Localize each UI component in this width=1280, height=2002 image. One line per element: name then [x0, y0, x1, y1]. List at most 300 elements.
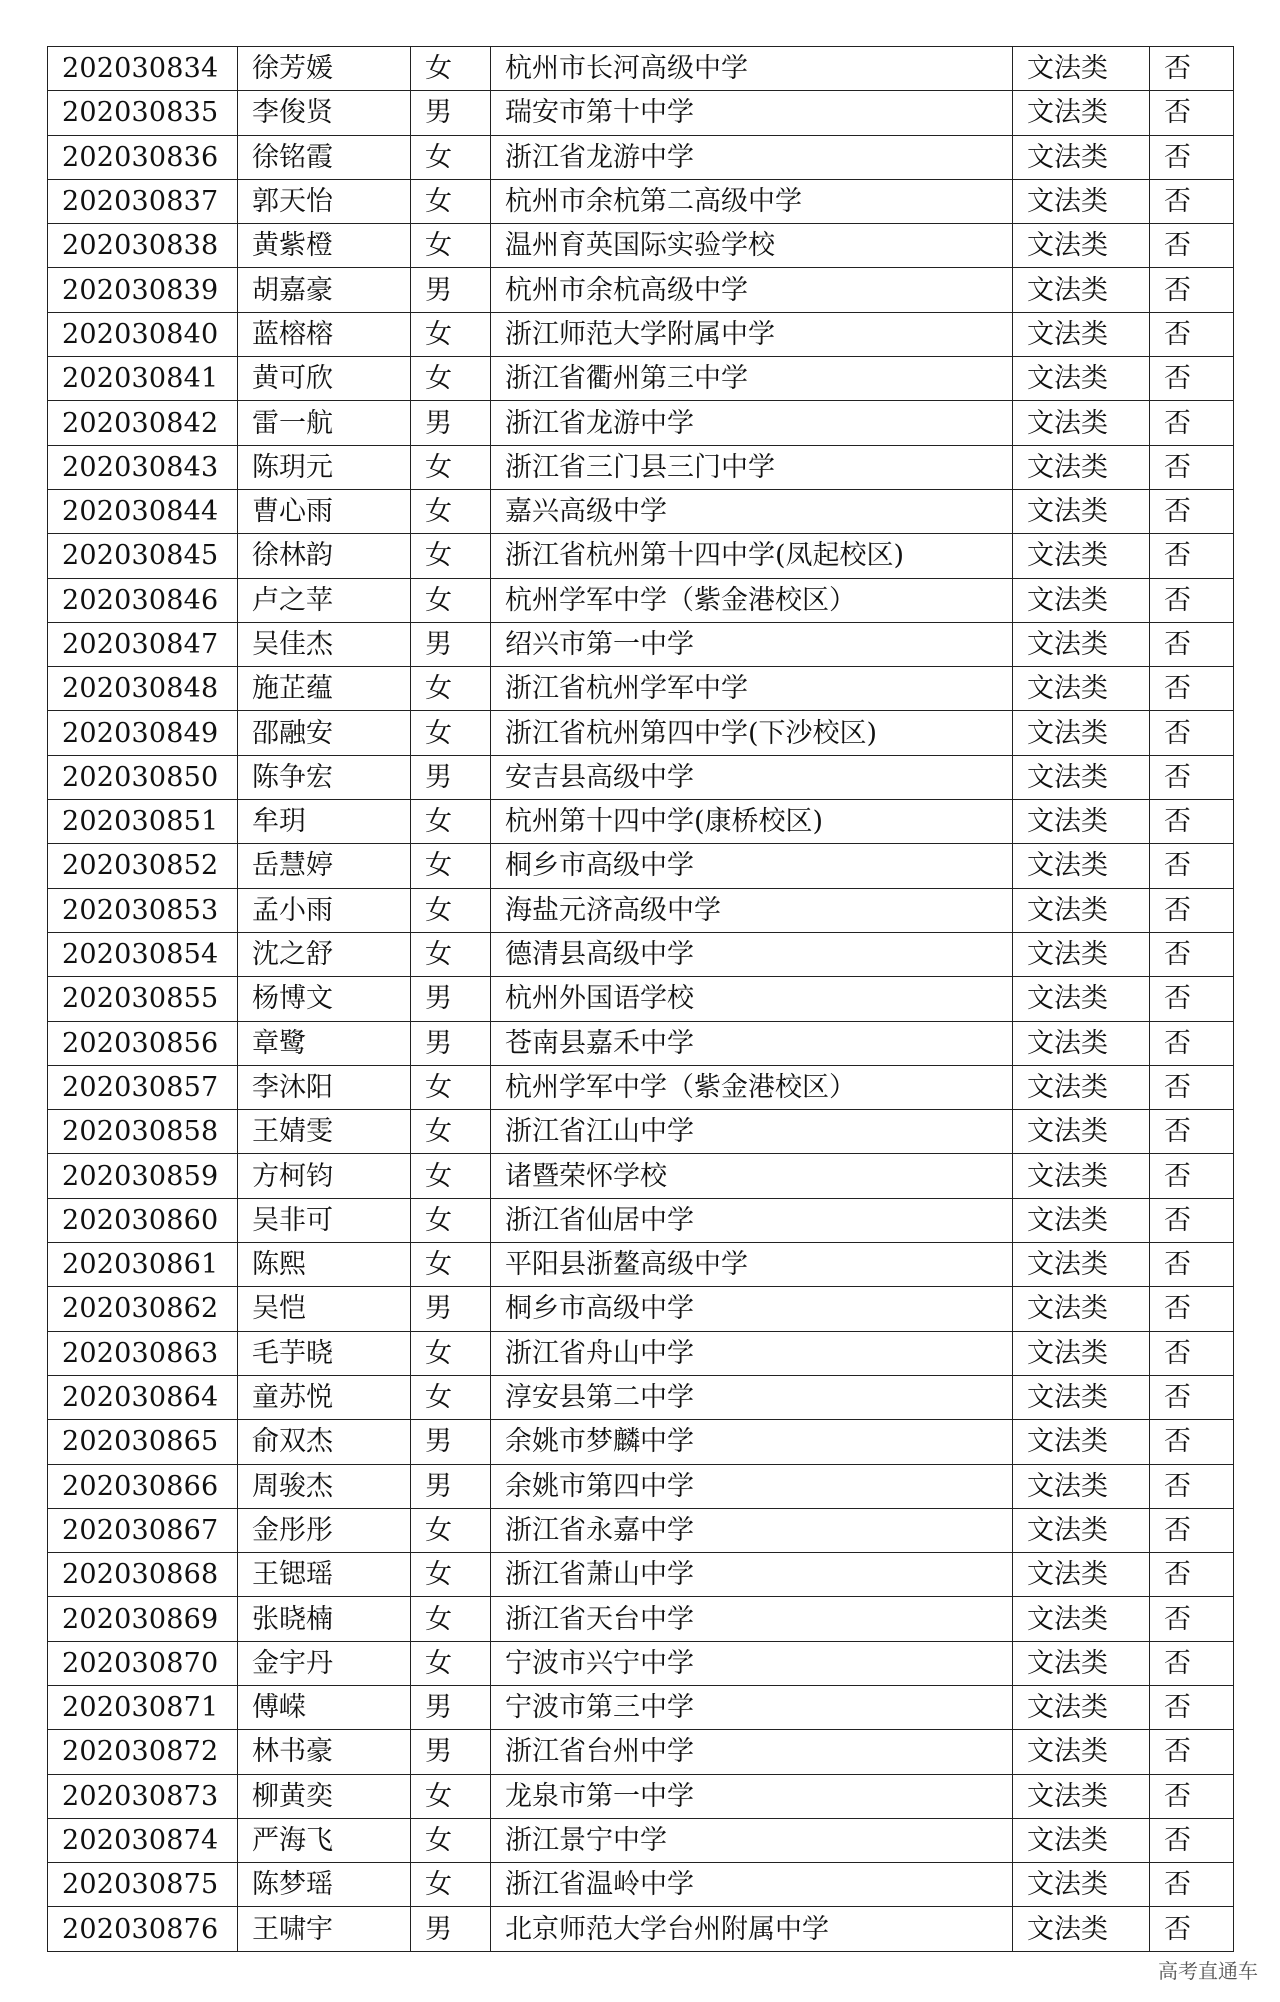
student-name-cell: 吴恺: [238, 1287, 411, 1331]
category-cell: 文法类: [1013, 1287, 1150, 1331]
table-row: [48, 179, 1234, 223]
gender-cell: 男: [411, 1685, 491, 1729]
table-row: [48, 1021, 1234, 1065]
student-id-cell: 202030841: [48, 357, 238, 401]
category-cell: 文法类: [1013, 534, 1150, 578]
table-row: [48, 445, 1234, 489]
table-row: [48, 312, 1234, 356]
watermark-text: 高考直通车: [1158, 1959, 1258, 1983]
flag-cell: 否: [1150, 224, 1234, 268]
table-row: [48, 888, 1234, 932]
gender-cell: 男: [411, 1730, 491, 1774]
flag-cell: 否: [1150, 1375, 1234, 1419]
category-cell: 文法类: [1013, 667, 1150, 711]
student-id-cell: 202030866: [48, 1464, 238, 1508]
category-cell: 文法类: [1013, 1198, 1150, 1242]
table-row: [48, 977, 1234, 1021]
school-cell: 龙泉市第一中学: [491, 1774, 1013, 1818]
table-row: [48, 534, 1234, 578]
student-id-cell: 202030851: [48, 800, 238, 844]
gender-cell: 女: [411, 1198, 491, 1242]
flag-cell: 否: [1150, 1553, 1234, 1597]
gender-cell: 女: [411, 1553, 491, 1597]
category-cell: 文法类: [1013, 1154, 1150, 1198]
flag-cell: 否: [1150, 1110, 1234, 1154]
student-id-cell: 202030861: [48, 1243, 238, 1287]
school-cell: 平阳县浙鳌高级中学: [491, 1243, 1013, 1287]
student-id-cell: 202030848: [48, 667, 238, 711]
student-name-cell: 方柯钧: [238, 1154, 411, 1198]
category-cell: 文法类: [1013, 1907, 1150, 1951]
student-name-cell: 李俊贤: [238, 91, 411, 135]
table-row: [48, 1774, 1234, 1818]
flag-cell: 否: [1150, 1065, 1234, 1109]
category-cell: 文法类: [1013, 1774, 1150, 1818]
student-name-cell: 邵融安: [238, 711, 411, 755]
school-cell: 浙江省台州中学: [491, 1730, 1013, 1774]
gender-cell: 女: [411, 1597, 491, 1641]
student-name-cell: 周骏杰: [238, 1464, 411, 1508]
flag-cell: 否: [1150, 135, 1234, 179]
category-cell: 文法类: [1013, 1375, 1150, 1419]
category-cell: 文法类: [1013, 977, 1150, 1021]
flag-cell: 否: [1150, 1863, 1234, 1907]
category-cell: 文法类: [1013, 1110, 1150, 1154]
gender-cell: 女: [411, 711, 491, 755]
gender-cell: 女: [411, 844, 491, 888]
category-cell: 文法类: [1013, 135, 1150, 179]
school-cell: 桐乡市高级中学: [491, 844, 1013, 888]
flag-cell: 否: [1150, 489, 1234, 533]
school-cell: 绍兴市第一中学: [491, 622, 1013, 666]
school-cell: 浙江省衢州第三中学: [491, 357, 1013, 401]
student-name-cell: 柳黄奕: [238, 1774, 411, 1818]
category-cell: 文法类: [1013, 1243, 1150, 1287]
student-name-cell: 陈玥元: [238, 445, 411, 489]
student-name-cell: 王锶瑶: [238, 1553, 411, 1597]
flag-cell: 否: [1150, 1730, 1234, 1774]
student-name-cell: 牟玥: [238, 800, 411, 844]
gender-cell: 女: [411, 312, 491, 356]
student-name-cell: 杨博文: [238, 977, 411, 1021]
student-id-cell: 202030873: [48, 1774, 238, 1818]
category-cell: 文法类: [1013, 1420, 1150, 1464]
gender-cell: 女: [411, 1375, 491, 1419]
gender-cell: 男: [411, 1021, 491, 1065]
student-id-cell: 202030846: [48, 578, 238, 622]
student-id-cell: 202030842: [48, 401, 238, 445]
student-name-cell: 雷一航: [238, 401, 411, 445]
flag-cell: 否: [1150, 1464, 1234, 1508]
student-id-cell: 202030840: [48, 312, 238, 356]
category-cell: 文法类: [1013, 1597, 1150, 1641]
gender-cell: 女: [411, 47, 491, 91]
table-row: [48, 91, 1234, 135]
category-cell: 文法类: [1013, 312, 1150, 356]
student-id-cell: 202030850: [48, 755, 238, 799]
category-cell: 文法类: [1013, 755, 1150, 799]
student-name-cell: 徐林韵: [238, 534, 411, 578]
category-cell: 文法类: [1013, 1331, 1150, 1375]
student-name-cell: 郭天怡: [238, 179, 411, 223]
table-row: [48, 1818, 1234, 1862]
school-cell: 瑞安市第十中学: [491, 91, 1013, 135]
flag-cell: 否: [1150, 268, 1234, 312]
school-cell: 杭州市长河高级中学: [491, 47, 1013, 91]
category-cell: 文法类: [1013, 91, 1150, 135]
student-id-cell: 202030857: [48, 1065, 238, 1109]
flag-cell: 否: [1150, 401, 1234, 445]
school-cell: 浙江省永嘉中学: [491, 1508, 1013, 1552]
student-id-cell: 202030863: [48, 1331, 238, 1375]
student-name-cell: 毛芋晓: [238, 1331, 411, 1375]
flag-cell: 否: [1150, 1198, 1234, 1242]
student-id-cell: 202030872: [48, 1730, 238, 1774]
table-row: [48, 1597, 1234, 1641]
school-cell: 宁波市兴宁中学: [491, 1641, 1013, 1685]
gender-cell: 女: [411, 179, 491, 223]
student-id-cell: 202030839: [48, 268, 238, 312]
table-row: [48, 1243, 1234, 1287]
flag-cell: 否: [1150, 445, 1234, 489]
school-cell: 温州育英国际实验学校: [491, 224, 1013, 268]
table-row: [48, 1641, 1234, 1685]
student-id-cell: 202030838: [48, 224, 238, 268]
table-row: [48, 268, 1234, 312]
table-row: [48, 135, 1234, 179]
table-row: [48, 578, 1234, 622]
student-name-cell: 黄可欣: [238, 357, 411, 401]
school-cell: 杭州学军中学（紫金港校区）: [491, 578, 1013, 622]
table-row: [48, 224, 1234, 268]
gender-cell: 女: [411, 224, 491, 268]
category-cell: 文法类: [1013, 1863, 1150, 1907]
gender-cell: 女: [411, 445, 491, 489]
flag-cell: 否: [1150, 667, 1234, 711]
student-id-cell: 202030849: [48, 711, 238, 755]
flag-cell: 否: [1150, 755, 1234, 799]
school-cell: 苍南县嘉禾中学: [491, 1021, 1013, 1065]
category-cell: 文法类: [1013, 888, 1150, 932]
school-cell: 杭州学军中学（紫金港校区）: [491, 1065, 1013, 1109]
student-id-cell: 202030843: [48, 445, 238, 489]
gender-cell: 女: [411, 135, 491, 179]
student-name-cell: 王啸宇: [238, 1907, 411, 1951]
student-id-cell: 202030865: [48, 1420, 238, 1464]
flag-cell: 否: [1150, 578, 1234, 622]
student-id-cell: 202030835: [48, 91, 238, 135]
flag-cell: 否: [1150, 1331, 1234, 1375]
table-row: [48, 1420, 1234, 1464]
student-name-cell: 李沐阳: [238, 1065, 411, 1109]
flag-cell: 否: [1150, 1021, 1234, 1065]
student-name-cell: 陈梦瑶: [238, 1863, 411, 1907]
flag-cell: 否: [1150, 1641, 1234, 1685]
student-id-cell: 202030836: [48, 135, 238, 179]
table-row: [48, 47, 1234, 91]
category-cell: 文法类: [1013, 47, 1150, 91]
table-row: [48, 711, 1234, 755]
student-name-cell: 金彤彤: [238, 1508, 411, 1552]
table-row: [48, 755, 1234, 799]
flag-cell: 否: [1150, 312, 1234, 356]
student-id-cell: 202030876: [48, 1907, 238, 1951]
student-id-cell: 202030837: [48, 179, 238, 223]
category-cell: 文法类: [1013, 800, 1150, 844]
student-id-cell: 202030834: [48, 47, 238, 91]
gender-cell: 男: [411, 622, 491, 666]
school-cell: 余姚市梦麟中学: [491, 1420, 1013, 1464]
table-row: [48, 1375, 1234, 1419]
category-cell: 文法类: [1013, 1641, 1150, 1685]
student-name-cell: 金宇丹: [238, 1641, 411, 1685]
gender-cell: 女: [411, 1774, 491, 1818]
table-row: [48, 1553, 1234, 1597]
student-id-cell: 202030855: [48, 977, 238, 1021]
category-cell: 文法类: [1013, 1464, 1150, 1508]
table-row: [48, 1863, 1234, 1907]
flag-cell: 否: [1150, 1243, 1234, 1287]
gender-cell: 男: [411, 1907, 491, 1951]
table-row: [48, 1198, 1234, 1242]
gender-cell: 男: [411, 1287, 491, 1331]
table-row: [48, 844, 1234, 888]
gender-cell: 女: [411, 578, 491, 622]
flag-cell: 否: [1150, 534, 1234, 578]
student-name-cell: 蓝榕榕: [238, 312, 411, 356]
student-id-cell: 202030869: [48, 1597, 238, 1641]
flag-cell: 否: [1150, 1907, 1234, 1951]
category-cell: 文法类: [1013, 224, 1150, 268]
gender-cell: 女: [411, 888, 491, 932]
flag-cell: 否: [1150, 800, 1234, 844]
table-row: [48, 667, 1234, 711]
school-cell: 余姚市第四中学: [491, 1464, 1013, 1508]
category-cell: 文法类: [1013, 268, 1150, 312]
table-row: [48, 800, 1234, 844]
table-row: [48, 1508, 1234, 1552]
school-cell: 北京师范大学台州附属中学: [491, 1907, 1013, 1951]
student-name-cell: 张晓楠: [238, 1597, 411, 1641]
table-row: [48, 1907, 1234, 1951]
student-id-cell: 202030867: [48, 1508, 238, 1552]
table-row: [48, 1154, 1234, 1198]
table-row: [48, 622, 1234, 666]
category-cell: 文法类: [1013, 622, 1150, 666]
school-cell: 浙江景宁中学: [491, 1818, 1013, 1862]
school-cell: 海盐元济高级中学: [491, 888, 1013, 932]
gender-cell: 女: [411, 534, 491, 578]
gender-cell: 女: [411, 1818, 491, 1862]
student-id-cell: 202030874: [48, 1818, 238, 1862]
student-name-cell: 俞双杰: [238, 1420, 411, 1464]
student-name-cell: 童苏悦: [238, 1375, 411, 1419]
category-cell: 文法类: [1013, 932, 1150, 976]
student-name-cell: 施芷蕴: [238, 667, 411, 711]
table-row: [48, 932, 1234, 976]
student-id-cell: 202030860: [48, 1198, 238, 1242]
table-row: [48, 1730, 1234, 1774]
student-name-cell: 陈争宏: [238, 755, 411, 799]
gender-cell: 女: [411, 1243, 491, 1287]
gender-cell: 男: [411, 755, 491, 799]
gender-cell: 男: [411, 268, 491, 312]
student-id-cell: 202030864: [48, 1375, 238, 1419]
school-cell: 浙江省杭州第四中学(下沙校区): [491, 711, 1013, 755]
school-cell: 浙江省杭州第十四中学(凤起校区): [491, 534, 1013, 578]
student-name-cell: 吴非可: [238, 1198, 411, 1242]
table-row: [48, 401, 1234, 445]
gender-cell: 女: [411, 932, 491, 976]
category-cell: 文法类: [1013, 179, 1150, 223]
student-name-cell: 傅嵘: [238, 1685, 411, 1729]
student-name-cell: 林书豪: [238, 1730, 411, 1774]
school-cell: 杭州市余杭高级中学: [491, 268, 1013, 312]
school-cell: 浙江省仙居中学: [491, 1198, 1013, 1242]
student-name-cell: 吴佳杰: [238, 622, 411, 666]
student-name-cell: 徐芳媛: [238, 47, 411, 91]
school-cell: 淳安县第二中学: [491, 1375, 1013, 1419]
flag-cell: 否: [1150, 1597, 1234, 1641]
flag-cell: 否: [1150, 91, 1234, 135]
flag-cell: 否: [1150, 179, 1234, 223]
school-cell: 杭州市余杭第二高级中学: [491, 179, 1013, 223]
student-id-cell: 202030844: [48, 489, 238, 533]
gender-cell: 女: [411, 1110, 491, 1154]
school-cell: 嘉兴高级中学: [491, 489, 1013, 533]
school-cell: 德清县高级中学: [491, 932, 1013, 976]
student-name-cell: 严海飞: [238, 1818, 411, 1862]
student-name-cell: 岳慧婷: [238, 844, 411, 888]
student-name-cell: 胡嘉豪: [238, 268, 411, 312]
student-id-cell: 202030859: [48, 1154, 238, 1198]
category-cell: 文法类: [1013, 1508, 1150, 1552]
school-cell: 浙江省龙游中学: [491, 135, 1013, 179]
category-cell: 文法类: [1013, 401, 1150, 445]
flag-cell: 否: [1150, 47, 1234, 91]
flag-cell: 否: [1150, 1420, 1234, 1464]
gender-cell: 女: [411, 800, 491, 844]
school-cell: 浙江省龙游中学: [491, 401, 1013, 445]
student-name-cell: 章鹭: [238, 1021, 411, 1065]
category-cell: 文法类: [1013, 1021, 1150, 1065]
student-name-cell: 徐铭霞: [238, 135, 411, 179]
flag-cell: 否: [1150, 1154, 1234, 1198]
table-row: [48, 1685, 1234, 1729]
school-cell: 杭州外国语学校: [491, 977, 1013, 1021]
flag-cell: 否: [1150, 711, 1234, 755]
category-cell: 文法类: [1013, 1065, 1150, 1109]
gender-cell: 男: [411, 1420, 491, 1464]
student-name-cell: 黄紫橙: [238, 224, 411, 268]
student-id-cell: 202030870: [48, 1641, 238, 1685]
flag-cell: 否: [1150, 1508, 1234, 1552]
gender-cell: 女: [411, 1508, 491, 1552]
flag-cell: 否: [1150, 1818, 1234, 1862]
school-cell: 浙江省杭州学军中学: [491, 667, 1013, 711]
category-cell: 文法类: [1013, 1553, 1150, 1597]
flag-cell: 否: [1150, 844, 1234, 888]
school-cell: 诸暨荣怀学校: [491, 1154, 1013, 1198]
school-cell: 浙江省天台中学: [491, 1597, 1013, 1641]
flag-cell: 否: [1150, 1287, 1234, 1331]
gender-cell: 女: [411, 1863, 491, 1907]
student-id-cell: 202030845: [48, 534, 238, 578]
gender-cell: 男: [411, 91, 491, 135]
student-name-cell: 孟小雨: [238, 888, 411, 932]
gender-cell: 女: [411, 1641, 491, 1685]
student-name-cell: 沈之舒: [238, 932, 411, 976]
roster-sheet: [47, 46, 1233, 1952]
student-name-cell: 曹心雨: [238, 489, 411, 533]
flag-cell: 否: [1150, 932, 1234, 976]
student-name-cell: 王婧雯: [238, 1110, 411, 1154]
table-row: [48, 1331, 1234, 1375]
gender-cell: 女: [411, 667, 491, 711]
flag-cell: 否: [1150, 357, 1234, 401]
student-id-cell: 202030854: [48, 932, 238, 976]
gender-cell: 男: [411, 977, 491, 1021]
student-id-cell: 202030868: [48, 1553, 238, 1597]
school-cell: 浙江师范大学附属中学: [491, 312, 1013, 356]
student-name-cell: 卢之苹: [238, 578, 411, 622]
student-id-cell: 202030847: [48, 622, 238, 666]
school-cell: 宁波市第三中学: [491, 1685, 1013, 1729]
category-cell: 文法类: [1013, 357, 1150, 401]
flag-cell: 否: [1150, 622, 1234, 666]
school-cell: 浙江省温岭中学: [491, 1863, 1013, 1907]
gender-cell: 女: [411, 1065, 491, 1109]
school-cell: 浙江省三门县三门中学: [491, 445, 1013, 489]
category-cell: 文法类: [1013, 1730, 1150, 1774]
student-id-cell: 202030852: [48, 844, 238, 888]
gender-cell: 女: [411, 1154, 491, 1198]
school-cell: 桐乡市高级中学: [491, 1287, 1013, 1331]
student-id-cell: 202030858: [48, 1110, 238, 1154]
table-row: [48, 1065, 1234, 1109]
student-name-cell: 陈熙: [238, 1243, 411, 1287]
category-cell: 文法类: [1013, 445, 1150, 489]
table-row: [48, 1287, 1234, 1331]
flag-cell: 否: [1150, 888, 1234, 932]
flag-cell: 否: [1150, 1685, 1234, 1729]
category-cell: 文法类: [1013, 489, 1150, 533]
school-cell: 安吉县高级中学: [491, 755, 1013, 799]
student-id-cell: 202030862: [48, 1287, 238, 1331]
category-cell: 文法类: [1013, 844, 1150, 888]
gender-cell: 女: [411, 489, 491, 533]
category-cell: 文法类: [1013, 578, 1150, 622]
school-cell: 浙江省萧山中学: [491, 1553, 1013, 1597]
student-id-cell: 202030871: [48, 1685, 238, 1729]
gender-cell: 男: [411, 401, 491, 445]
gender-cell: 男: [411, 1464, 491, 1508]
gender-cell: 女: [411, 357, 491, 401]
student-id-cell: 202030856: [48, 1021, 238, 1065]
category-cell: 文法类: [1013, 1818, 1150, 1862]
flag-cell: 否: [1150, 1774, 1234, 1818]
admission-roster-table: [47, 46, 1234, 1952]
table-row: [48, 1464, 1234, 1508]
school-cell: 浙江省江山中学: [491, 1110, 1013, 1154]
table-row: [48, 489, 1234, 533]
school-cell: 杭州第十四中学(康桥校区): [491, 800, 1013, 844]
category-cell: 文法类: [1013, 1685, 1150, 1729]
school-cell: 浙江省舟山中学: [491, 1331, 1013, 1375]
student-id-cell: 202030875: [48, 1863, 238, 1907]
gender-cell: 女: [411, 1331, 491, 1375]
student-id-cell: 202030853: [48, 888, 238, 932]
